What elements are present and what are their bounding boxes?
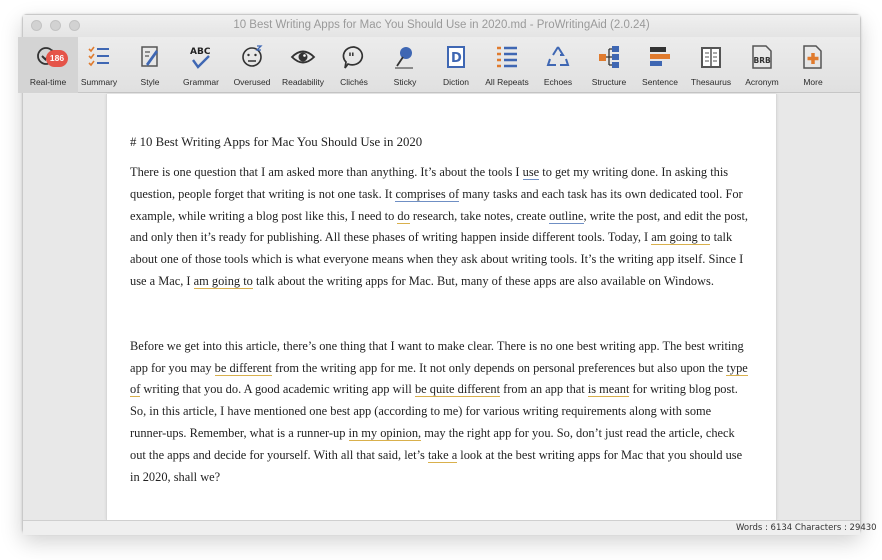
structure-tree-icon bbox=[597, 44, 621, 70]
style-label: Style bbox=[140, 77, 160, 87]
echoes-recycle-icon bbox=[546, 44, 570, 70]
editor-area[interactable] bbox=[23, 94, 860, 520]
svg-text:BRB: BRB bbox=[753, 56, 771, 65]
suggestion-highlight[interactable]: is meant bbox=[587, 382, 630, 397]
suggestion-highlight[interactable]: be different bbox=[214, 360, 272, 375]
all-repeats-list-icon bbox=[495, 44, 519, 70]
suggestion-highlight[interactable]: type of bbox=[130, 360, 748, 397]
report-toolbar bbox=[23, 37, 860, 93]
title-bar[interactable] bbox=[23, 15, 860, 37]
svg-text:ABC: ABC bbox=[190, 47, 211, 57]
style-pen-icon bbox=[138, 44, 162, 70]
sticky-thumbtack-icon bbox=[393, 44, 417, 70]
overused-face-icon bbox=[240, 44, 264, 70]
acronym-label: Acronym bbox=[745, 77, 779, 87]
thesaurus-label: Thesaurus bbox=[690, 77, 732, 87]
suggestion-highlight[interactable]: be quite different bbox=[414, 382, 501, 397]
diction-label: Diction bbox=[443, 77, 469, 87]
zoom-window-button[interactable] bbox=[69, 20, 80, 31]
close-window-button[interactable] bbox=[31, 20, 42, 31]
suggestion-highlight[interactable]: in my opinion, bbox=[348, 425, 422, 440]
sticky-label: Sticky bbox=[393, 77, 417, 87]
echoes-label: Echoes bbox=[543, 77, 573, 87]
word-character-count: Words : 6134 Characters : 29430 bbox=[736, 523, 877, 533]
summary-checklist-icon bbox=[87, 44, 111, 70]
paragraph-2[interactable]: Before we get into this article, there’s one thing that I want to make clear. There is no one best writing app. The best writing app for you may be different from the writing app for me. It not only depends on personal preferences but also upon the type of writing that you do. A good academic writing app will be quite different from an app that is meant for writing blog post. So, in this article, I have mentioned one best app (according to me) for various writing requirements along with some runner-ups. Remember, what is a runner-up in my opinion, may the right app for you. So, don’t just read the article, check out the apps and decide for yourself. With all that said, let’s take a look at the best writing apps for Mac that you should use in 2020, shall we? bbox=[130, 338, 748, 484]
suggestion-highlight[interactable]: do bbox=[397, 208, 410, 223]
readability-eye-icon bbox=[291, 44, 315, 70]
suggestion-highlight[interactable]: take a bbox=[427, 447, 458, 462]
document-page[interactable] bbox=[106, 94, 777, 520]
svg-text:": " bbox=[348, 51, 355, 66]
readability-label: Readability bbox=[281, 77, 325, 87]
summary-label: Summary bbox=[80, 77, 118, 87]
diction-d-icon bbox=[444, 44, 468, 70]
grammar-label: Grammar bbox=[183, 77, 219, 87]
more-plus-doc-icon bbox=[801, 44, 825, 70]
suggestion-highlight[interactable]: am going to bbox=[193, 273, 253, 288]
window-title: 10 Best Writing Apps for Mac You Should Use in 2020.md - ProWritingAid (2.0.24) bbox=[233, 19, 650, 31]
svg-text:D: D bbox=[451, 51, 462, 66]
minimize-window-button[interactable] bbox=[50, 20, 61, 31]
grammar-abc-icon bbox=[189, 44, 213, 70]
sentence-label: Sentence bbox=[642, 77, 678, 87]
app-window bbox=[22, 14, 877, 534]
window-controls bbox=[31, 20, 80, 31]
cliches-quote-bubble-icon bbox=[342, 44, 366, 70]
issue-count-badge: 186 bbox=[46, 50, 68, 67]
suggestion-highlight[interactable]: outline bbox=[549, 208, 584, 223]
paragraph-1[interactable]: There is one question that I am asked more than anything. It’s about the tools I use to get my writing done. In asking this question, people forget that writing is not one task. It comprises of many tasks and each task has its own dedicated tool. For example, while writing a blog post like this, I need to do research, take notes, create outline, write the post, and edit the post, and only then it’s ready for publishing. All these phases of writing happen inside different tools. Today, I am going to talk about one of those tools which is what everyone means when they ask about writing tools. It’s the writing app itself. Since I use a Mac, I am going to talk about the writing apps for Mac. But, many of these apps are also available on Windows. bbox=[130, 165, 749, 288]
suggestion-highlight[interactable]: comprises of bbox=[395, 186, 460, 201]
status-bar bbox=[23, 520, 877, 535]
structure-label: Structure bbox=[591, 77, 627, 87]
document-heading: # 10 Best Writing Apps for Mac You Should Use in 2020 bbox=[130, 135, 423, 149]
cliches-label: Clichés bbox=[340, 77, 368, 87]
more-label: More bbox=[803, 77, 823, 87]
thesaurus-book-icon bbox=[699, 44, 723, 70]
more-button[interactable] bbox=[783, 37, 843, 93]
suggestion-highlight[interactable]: use bbox=[522, 165, 540, 179]
realtime-label: Real-time bbox=[29, 77, 67, 87]
all-repeats-label: All Repeats bbox=[485, 77, 529, 87]
suggestion-highlight[interactable]: am going to bbox=[651, 230, 711, 245]
sentence-bars-icon bbox=[648, 44, 672, 70]
acronym-brb-icon bbox=[750, 44, 774, 70]
overused-label: Overused bbox=[233, 77, 271, 87]
